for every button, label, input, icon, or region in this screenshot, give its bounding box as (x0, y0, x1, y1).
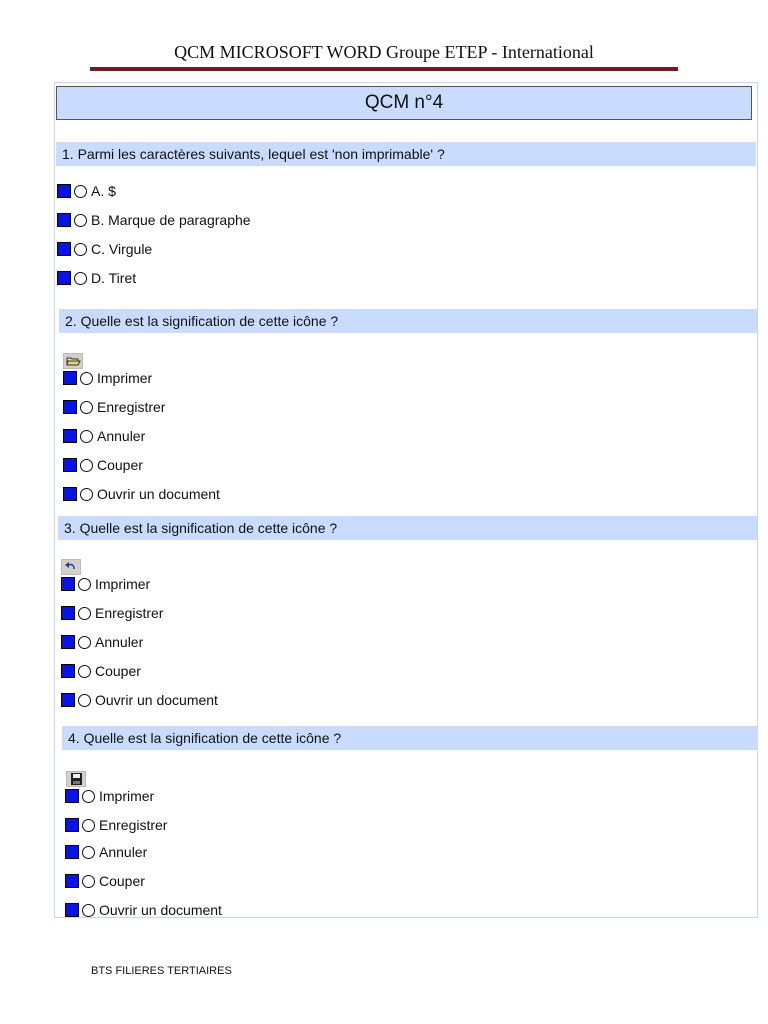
option-label: Annuler (97, 428, 146, 444)
option-label: Imprimer (97, 370, 153, 386)
checkbox-icon[interactable] (57, 242, 71, 256)
radio-button[interactable] (78, 607, 91, 620)
checkbox-icon[interactable] (65, 874, 79, 888)
question-4-bar: 4. Quelle est la signification de cette icône ? (62, 726, 758, 750)
open-folder-icon (63, 353, 83, 369)
question-3-bar: 3. Quelle est la signification de cette icône ? (58, 516, 757, 540)
question-3-option-4[interactable] (61, 663, 141, 679)
question-3-option-2[interactable] (61, 605, 163, 621)
floppy-disk-icon (66, 771, 86, 787)
header-divider (90, 67, 678, 71)
question-3-option-5[interactable] (61, 692, 218, 708)
checkbox-icon[interactable] (65, 818, 79, 832)
question-4-option-4[interactable] (65, 873, 145, 889)
option-label: Enregistrer (97, 399, 166, 415)
option-label: Imprimer (99, 788, 155, 804)
question-2-option-4[interactable] (63, 457, 143, 473)
option-label: C. Virgule (91, 241, 153, 257)
question-1-bar: 1. Parmi les caractères suivants, lequel est 'non imprimable' ? (56, 142, 756, 166)
checkbox-icon[interactable] (63, 487, 77, 501)
option-label: Couper (95, 663, 141, 679)
radio-button[interactable] (78, 578, 91, 591)
option-label: D. Tiret (91, 270, 137, 286)
radio-button[interactable] (82, 790, 95, 803)
checkbox-icon[interactable] (65, 789, 79, 803)
question-2-bar: 2. Quelle est la signification de cette icône ? (59, 309, 757, 333)
question-3-option-3[interactable] (61, 634, 143, 650)
option-label: B. Marque de paragraphe (91, 212, 251, 228)
question-1-option-a[interactable] (57, 183, 116, 199)
question-1-option-d[interactable] (57, 270, 136, 286)
question-2-option-2[interactable] (63, 399, 165, 415)
option-label: Ouvrir un document (99, 902, 222, 918)
radio-button[interactable] (78, 694, 91, 707)
document-header-title: QCM MICROSOFT WORD Groupe ETEP - International (174, 42, 594, 62)
question-4-option-5[interactable] (65, 902, 222, 918)
option-label: Couper (97, 457, 143, 473)
checkbox-icon[interactable] (63, 429, 77, 443)
radio-button[interactable] (80, 488, 93, 501)
option-label: Annuler (99, 844, 148, 860)
checkbox-icon[interactable] (57, 213, 71, 227)
radio-button[interactable] (74, 272, 87, 285)
qcm-title: QCM n°4 (56, 86, 752, 120)
question-4-option-3[interactable] (65, 844, 147, 860)
option-label: Ouvrir un document (97, 486, 220, 502)
option-label: Ouvrir un document (95, 692, 218, 708)
question-4-option-2[interactable] (65, 817, 167, 833)
checkbox-icon[interactable] (65, 845, 79, 859)
option-label: Couper (99, 873, 145, 889)
checkbox-icon[interactable] (63, 400, 77, 414)
question-3-option-1[interactable] (61, 576, 150, 592)
question-2-option-3[interactable] (63, 428, 145, 444)
radio-button[interactable] (78, 636, 91, 649)
option-label: Annuler (95, 634, 144, 650)
radio-button[interactable] (82, 904, 95, 917)
checkbox-icon[interactable] (57, 184, 71, 198)
checkbox-icon[interactable] (61, 664, 75, 678)
option-label: Imprimer (95, 576, 151, 592)
radio-button[interactable] (80, 401, 93, 414)
checkbox-icon[interactable] (61, 693, 75, 707)
checkbox-icon[interactable] (61, 606, 75, 620)
option-label: A. $ (91, 183, 116, 199)
undo-arrow-icon (61, 559, 81, 575)
question-1-option-c[interactable] (57, 241, 152, 257)
checkbox-icon[interactable] (65, 903, 79, 917)
option-label: Enregistrer (99, 817, 168, 833)
radio-button[interactable] (80, 372, 93, 385)
checkbox-icon[interactable] (63, 458, 77, 472)
radio-button[interactable] (80, 430, 93, 443)
radio-button[interactable] (80, 459, 93, 472)
checkbox-icon[interactable] (61, 577, 75, 591)
radio-button[interactable] (82, 819, 95, 832)
radio-button[interactable] (74, 243, 87, 256)
checkbox-icon[interactable] (61, 635, 75, 649)
checkbox-icon[interactable] (57, 271, 71, 285)
radio-button[interactable] (74, 214, 87, 227)
question-1-option-b[interactable] (57, 212, 251, 228)
radio-button[interactable] (74, 185, 87, 198)
radio-button[interactable] (82, 875, 95, 888)
radio-button[interactable] (82, 846, 95, 859)
question-4-option-1[interactable] (65, 788, 154, 804)
radio-button[interactable] (78, 665, 91, 678)
question-2-option-5[interactable] (63, 486, 220, 502)
option-label: Enregistrer (95, 605, 164, 621)
checkbox-icon[interactable] (63, 371, 77, 385)
footer-text: BTS FILIERES TERTIAIRES (91, 965, 232, 977)
question-2-option-1[interactable] (63, 370, 152, 386)
